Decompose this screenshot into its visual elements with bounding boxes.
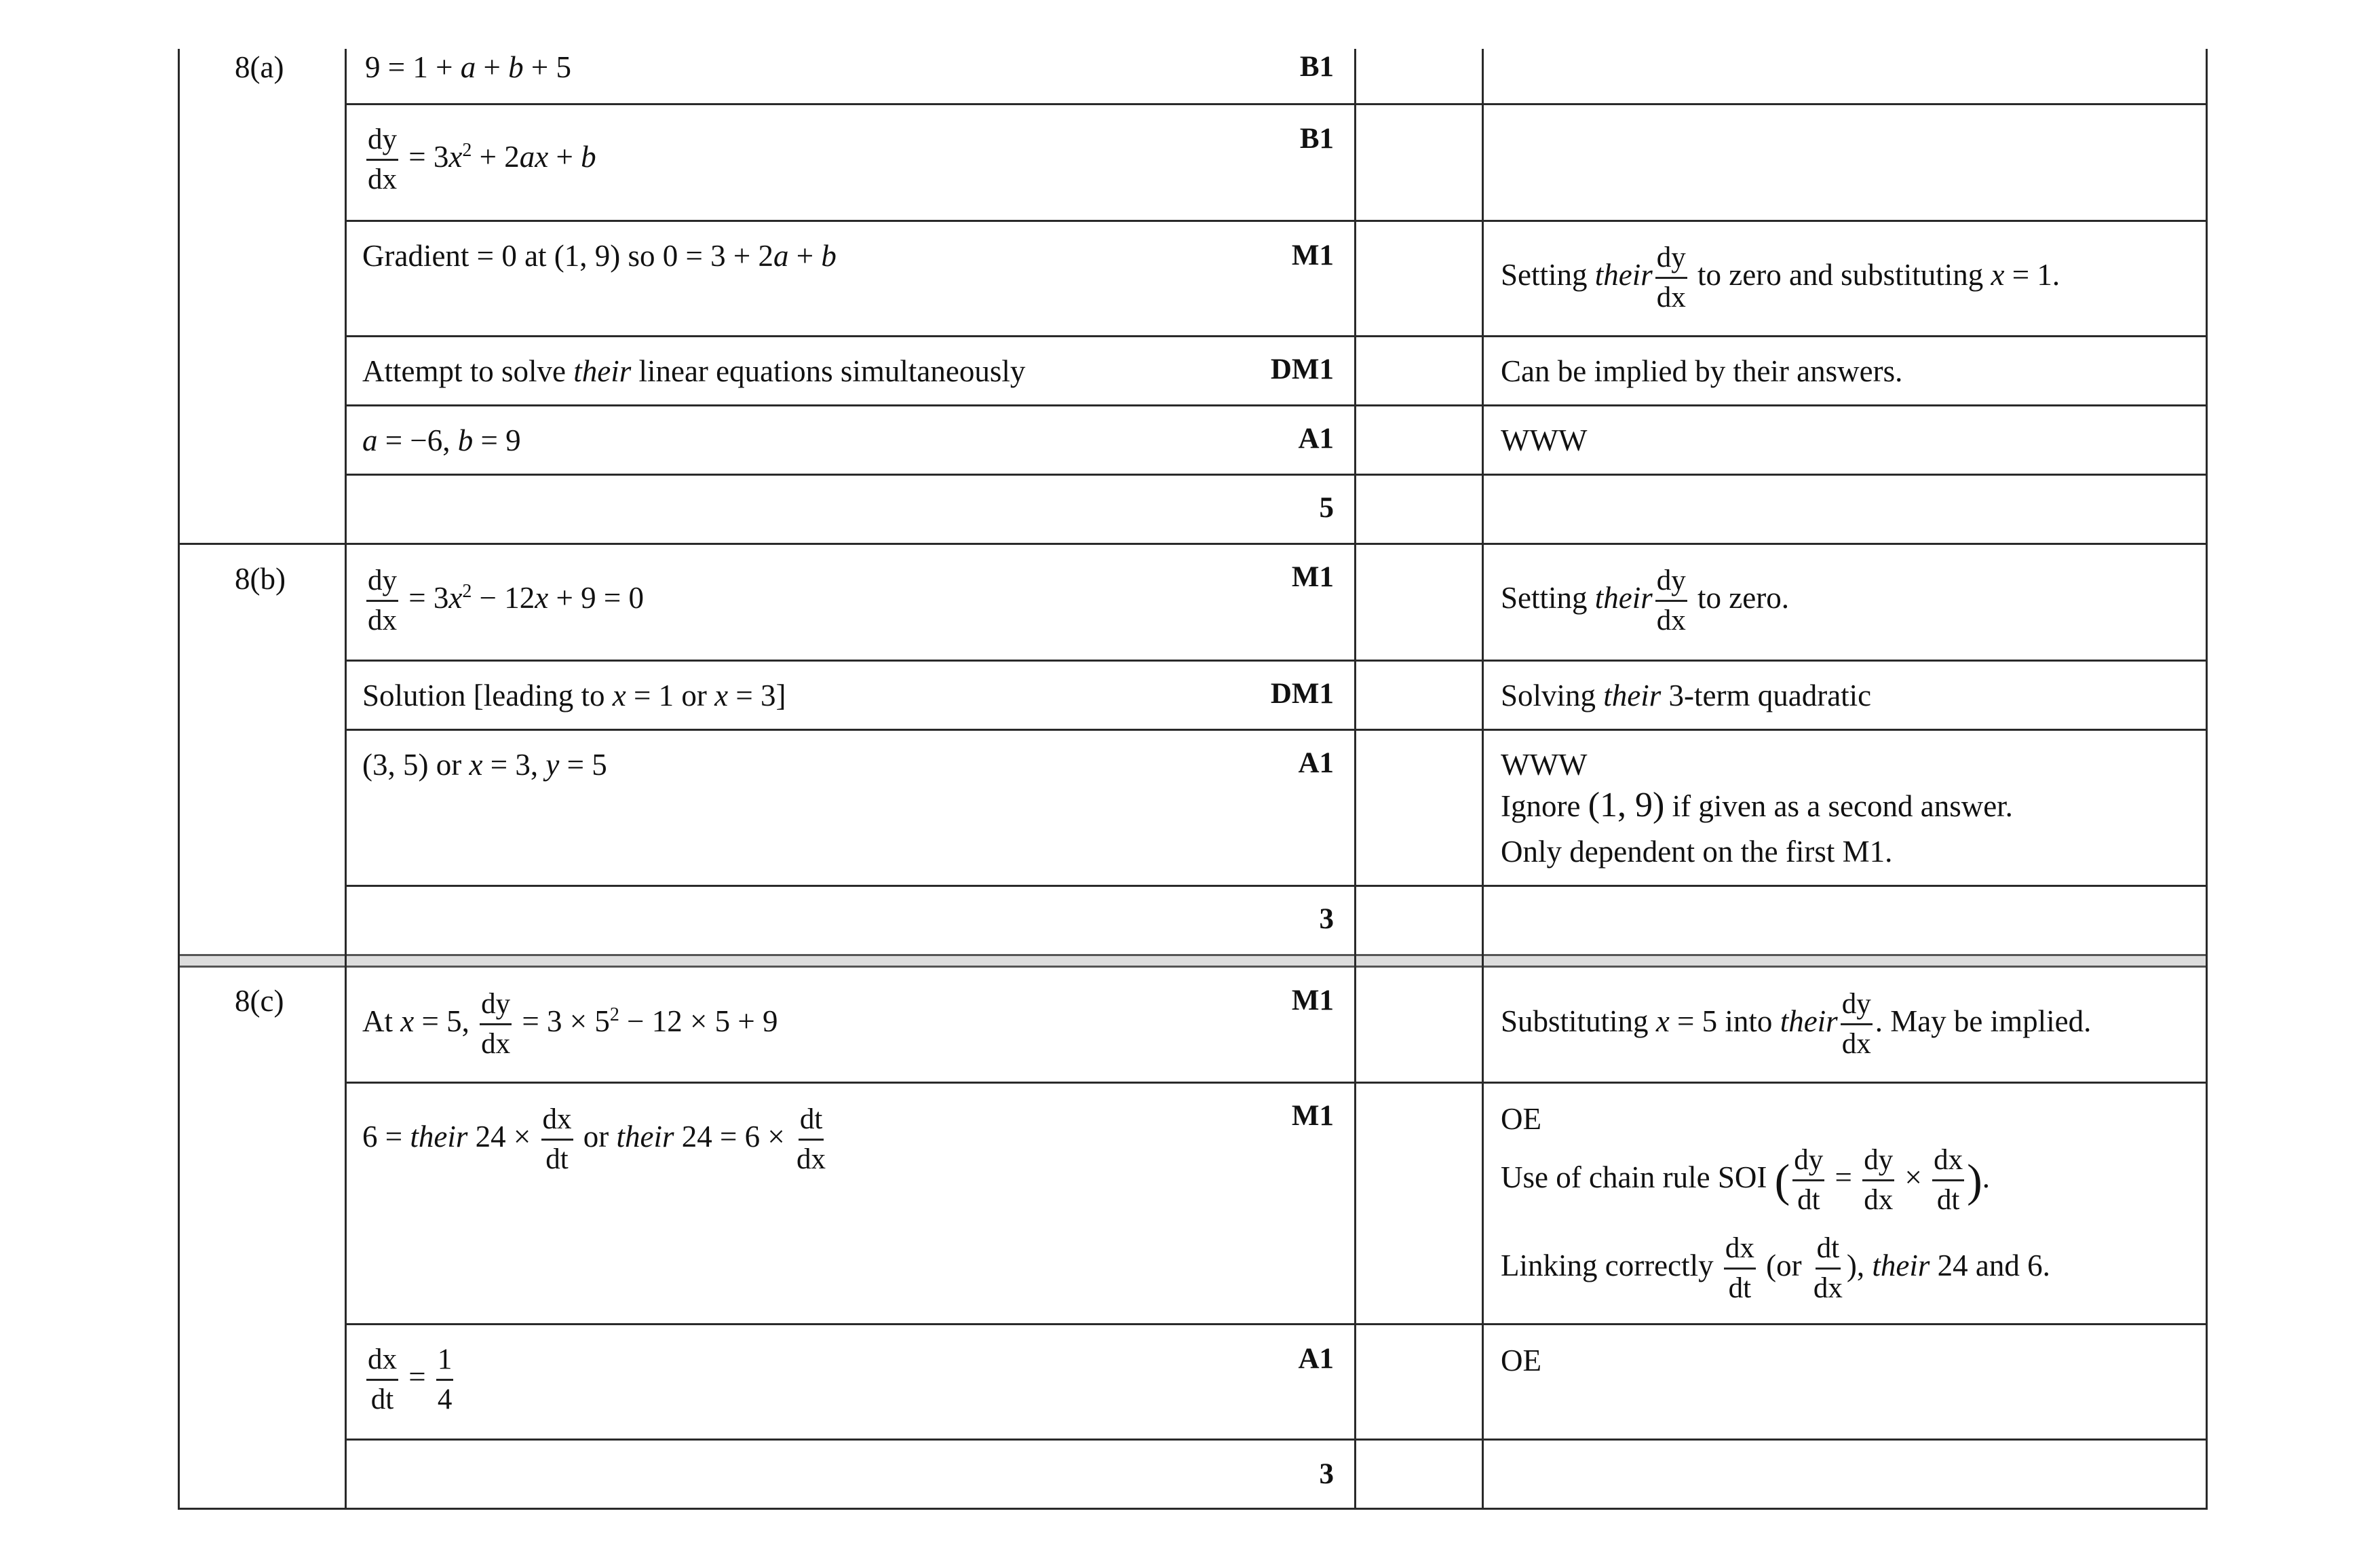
table-rule <box>345 885 2208 887</box>
numerator: dy <box>1655 239 1687 279</box>
guidance-text: to zero and substituting <box>1689 257 1991 292</box>
mark-label: M1 <box>1291 240 1334 271</box>
answer-text: x <box>448 139 463 174</box>
answer-text: = 3 × 5 <box>514 1004 610 1038</box>
denominator: dt <box>370 1384 394 1415</box>
fraction <box>1932 1141 1964 1219</box>
denominator: dx <box>481 1028 511 1060</box>
answer-text: = 3, <box>482 748 546 782</box>
guidance-text: . May be implied. <box>1875 1004 2092 1038</box>
guidance-cell: WWW <box>1501 748 1588 782</box>
answer-text: ax <box>519 139 549 174</box>
guidance-cell <box>1501 787 2013 824</box>
answer-text: or <box>575 1119 617 1154</box>
answer-text: 24 × <box>467 1119 539 1154</box>
guidance-text: x <box>1655 1004 1670 1038</box>
answer-text: a <box>460 50 476 84</box>
numerator: dy <box>480 985 512 1025</box>
denominator: dx <box>1656 282 1686 313</box>
answer-text: x <box>448 580 463 615</box>
numerator: 1 <box>436 1341 454 1381</box>
mark-label: DM1 <box>1270 678 1334 710</box>
mark-label: A1 <box>1298 1343 1334 1375</box>
numerator: dy <box>1862 1141 1894 1181</box>
answer-text: their <box>616 1119 674 1154</box>
table-rule <box>345 220 2208 222</box>
answer-text: − 12 × 5 + 9 <box>619 1004 778 1038</box>
fraction <box>1812 1230 1844 1308</box>
guidance-text: x <box>1991 257 2005 292</box>
guidance-cell: WWW <box>1501 423 1588 457</box>
answer-text: Attempt to solve <box>362 354 574 388</box>
answer-text: At <box>362 1004 401 1038</box>
question-number: 8(b) <box>235 562 286 596</box>
question-number: 8(c) <box>235 984 284 1018</box>
answer-text: linear equations simultaneously <box>631 354 1026 388</box>
numerator: dt <box>799 1101 824 1141</box>
numerator: dy <box>1841 985 1873 1025</box>
table-rule <box>178 543 2208 545</box>
answer-cell <box>362 237 837 274</box>
guidance-text: their <box>1594 580 1653 615</box>
guidance-text: their <box>1872 1248 1930 1282</box>
guidance-text: Substituting <box>1501 1004 1656 1038</box>
guidance-text: their <box>1594 257 1653 292</box>
denominator: dx <box>368 164 397 195</box>
answer-text: + 9 = 0 <box>548 580 645 615</box>
guidance-text: to zero. <box>1689 580 1789 615</box>
open-paren: ( <box>1774 1154 1790 1206</box>
guidance-cell <box>1501 1141 1990 1219</box>
table-rule <box>1482 49 1484 1510</box>
fraction <box>1841 985 1873 1063</box>
answer-cell <box>362 353 1025 389</box>
guidance-cell: Only dependent on the first M1. <box>1501 835 1893 869</box>
answer-text: − 12 <box>472 580 535 615</box>
answer-text: b <box>508 50 524 84</box>
mark-label: DM1 <box>1270 354 1334 385</box>
table-rule <box>345 335 2208 337</box>
fraction <box>366 121 398 199</box>
answer-text: b <box>821 239 837 273</box>
exponent: 2 <box>609 1004 619 1025</box>
mark-total: 3 <box>1319 1458 1334 1490</box>
answer-text: x <box>469 748 483 782</box>
exponent: 2 <box>462 580 472 602</box>
mark-label: M1 <box>1291 561 1334 593</box>
mark-label: A1 <box>1298 747 1334 779</box>
guidance-text: if given as a second answer. <box>1664 789 2013 823</box>
answer-text: + <box>476 50 509 84</box>
guidance-text: . <box>1982 1160 1990 1194</box>
answer-text: Solution [leading to <box>362 679 613 712</box>
guidance-text: × <box>1897 1160 1930 1194</box>
guidance-cell <box>1501 1230 2050 1308</box>
table-rule <box>345 1323 2208 1325</box>
denominator: 4 <box>437 1384 453 1415</box>
answer-text: b <box>581 139 596 174</box>
denominator: dx <box>1841 1028 1871 1060</box>
section-divider <box>178 954 2208 968</box>
answer-cell <box>362 746 607 783</box>
answer-text: y <box>545 748 560 782</box>
guidance-text: = 1. <box>2004 257 2060 292</box>
answer-text: = 9 <box>473 423 521 457</box>
answer-text: = 3] <box>728 679 786 712</box>
numerator: dy <box>366 121 398 161</box>
table-rule <box>345 103 2208 105</box>
answer-cell <box>364 1341 456 1419</box>
close-paren: ) <box>1967 1154 1982 1206</box>
fraction <box>480 985 512 1063</box>
answer-text: + 2 <box>472 139 520 174</box>
answer-text: 24 = 6 × <box>674 1119 793 1154</box>
guidance-cell: OE <box>1501 1102 1541 1136</box>
answer-text: = 5 <box>559 748 607 782</box>
denominator: dx <box>1656 605 1686 636</box>
guidance-text: Solving <box>1501 679 1604 712</box>
fraction <box>366 1341 398 1419</box>
numerator: dy <box>366 562 398 602</box>
guidance-cell <box>1501 677 1871 714</box>
guidance-cell <box>1501 239 2060 317</box>
table-rule <box>1354 49 1356 1510</box>
answer-cell <box>362 422 521 459</box>
mark-total: 3 <box>1319 903 1334 935</box>
mark-label: B1 <box>1299 123 1334 155</box>
mark-label: B1 <box>1299 51 1334 83</box>
fraction <box>366 562 398 640</box>
guidance-cell: OE <box>1501 1344 1541 1377</box>
table-rule <box>178 49 180 1510</box>
answer-text: + <box>548 139 581 174</box>
answer-text: Gradient = 0 at (1, 9) so 0 = 3 + 2 <box>362 239 774 273</box>
guidance-cell: Can be implied by their answers. <box>1501 354 1903 388</box>
guidance-text: their <box>1780 1004 1838 1038</box>
answer-text: = 3 <box>401 580 449 615</box>
guidance-cell <box>1501 985 2091 1063</box>
denominator: dt <box>1728 1272 1752 1304</box>
answer-text: + 5 <box>523 50 572 84</box>
answer-text: x <box>535 580 549 615</box>
answer-text: x <box>400 1004 415 1038</box>
table-rule <box>345 729 2208 731</box>
table-rule <box>345 660 2208 662</box>
guidance-text: 3-term quadratic <box>1661 679 1872 712</box>
guidance-text: Setting <box>1501 580 1595 615</box>
fraction <box>1862 1141 1894 1219</box>
denominator: dt <box>1797 1184 1820 1216</box>
numerator: dt <box>1816 1230 1841 1270</box>
answer-text: their <box>573 354 632 388</box>
guidance-text: Ignore <box>1501 789 1588 823</box>
answer-cell <box>364 562 644 640</box>
numerator: dx <box>1724 1230 1756 1270</box>
guidance-cell <box>1501 562 1789 640</box>
table-rule <box>345 49 347 1510</box>
table-rule <box>2206 49 2208 1510</box>
answer-text: = 3 <box>401 139 449 174</box>
exponent: 2 <box>462 139 472 161</box>
table-rule <box>345 474 2208 476</box>
numerator: dy <box>1792 1141 1824 1181</box>
fraction <box>1655 239 1687 317</box>
table-rule <box>178 1508 2208 1510</box>
answer-text: = −6, <box>377 423 458 457</box>
guidance-text: Setting <box>1501 257 1595 292</box>
guidance-text: (or <box>1758 1248 1809 1282</box>
fraction <box>1792 1141 1824 1219</box>
answer-text: b <box>457 423 474 457</box>
guidance-text: 24 and 6. <box>1930 1248 2050 1282</box>
answer-text: 6 = <box>362 1119 410 1154</box>
mark-label: M1 <box>1291 1100 1334 1132</box>
question-number: 8(a) <box>235 50 284 84</box>
numerator: dy <box>1655 562 1687 602</box>
answer-text: = <box>401 1359 434 1394</box>
fraction <box>1724 1230 1756 1308</box>
answer-cell <box>362 1101 830 1179</box>
answer-cell <box>362 677 786 714</box>
mark-total: 5 <box>1319 492 1334 524</box>
denominator: dt <box>545 1143 569 1175</box>
mark-label: M1 <box>1291 985 1334 1016</box>
answer-text: (3, 5) or <box>362 748 469 782</box>
denominator: dx <box>796 1143 826 1175</box>
fraction <box>541 1101 573 1179</box>
answer-text: a <box>362 423 378 457</box>
fraction <box>436 1341 454 1419</box>
numerator: dx <box>1932 1141 1964 1181</box>
denominator: dx <box>368 605 397 636</box>
guidance-text: their <box>1603 679 1662 712</box>
guidance-text: = 5 into <box>1669 1004 1780 1038</box>
answer-cell <box>365 49 571 85</box>
answer-text: x <box>714 679 729 712</box>
fraction <box>795 1101 827 1179</box>
table-rule <box>345 404 2208 406</box>
table-rule <box>345 1439 2208 1441</box>
guidance-text: = <box>1827 1160 1860 1194</box>
answer-text: their <box>410 1119 468 1154</box>
denominator: dx <box>1864 1184 1894 1216</box>
denominator: dt <box>1936 1184 1960 1216</box>
numerator: dx <box>366 1341 398 1381</box>
guidance-text: Linking correctly <box>1501 1248 1721 1282</box>
answer-text: 9 = 1 + <box>365 50 461 84</box>
fraction <box>1655 562 1687 640</box>
mark-label: A1 <box>1298 423 1334 455</box>
answer-text: = 1 or <box>626 679 715 712</box>
guidance-text: ), <box>1846 1248 1873 1282</box>
answer-text: = 5, <box>414 1004 478 1038</box>
answer-text: a <box>773 239 789 273</box>
guidance-text: Use of chain rule SOI <box>1501 1160 1775 1194</box>
table-rule <box>345 1082 2208 1084</box>
answer-cell <box>364 121 596 199</box>
answer-cell <box>362 985 778 1063</box>
answer-text: x <box>612 679 626 712</box>
guidance-text: (1, 9) <box>1588 786 1665 824</box>
answer-text: + <box>788 239 822 273</box>
numerator: dx <box>541 1101 573 1141</box>
denominator: dx <box>1813 1272 1843 1304</box>
